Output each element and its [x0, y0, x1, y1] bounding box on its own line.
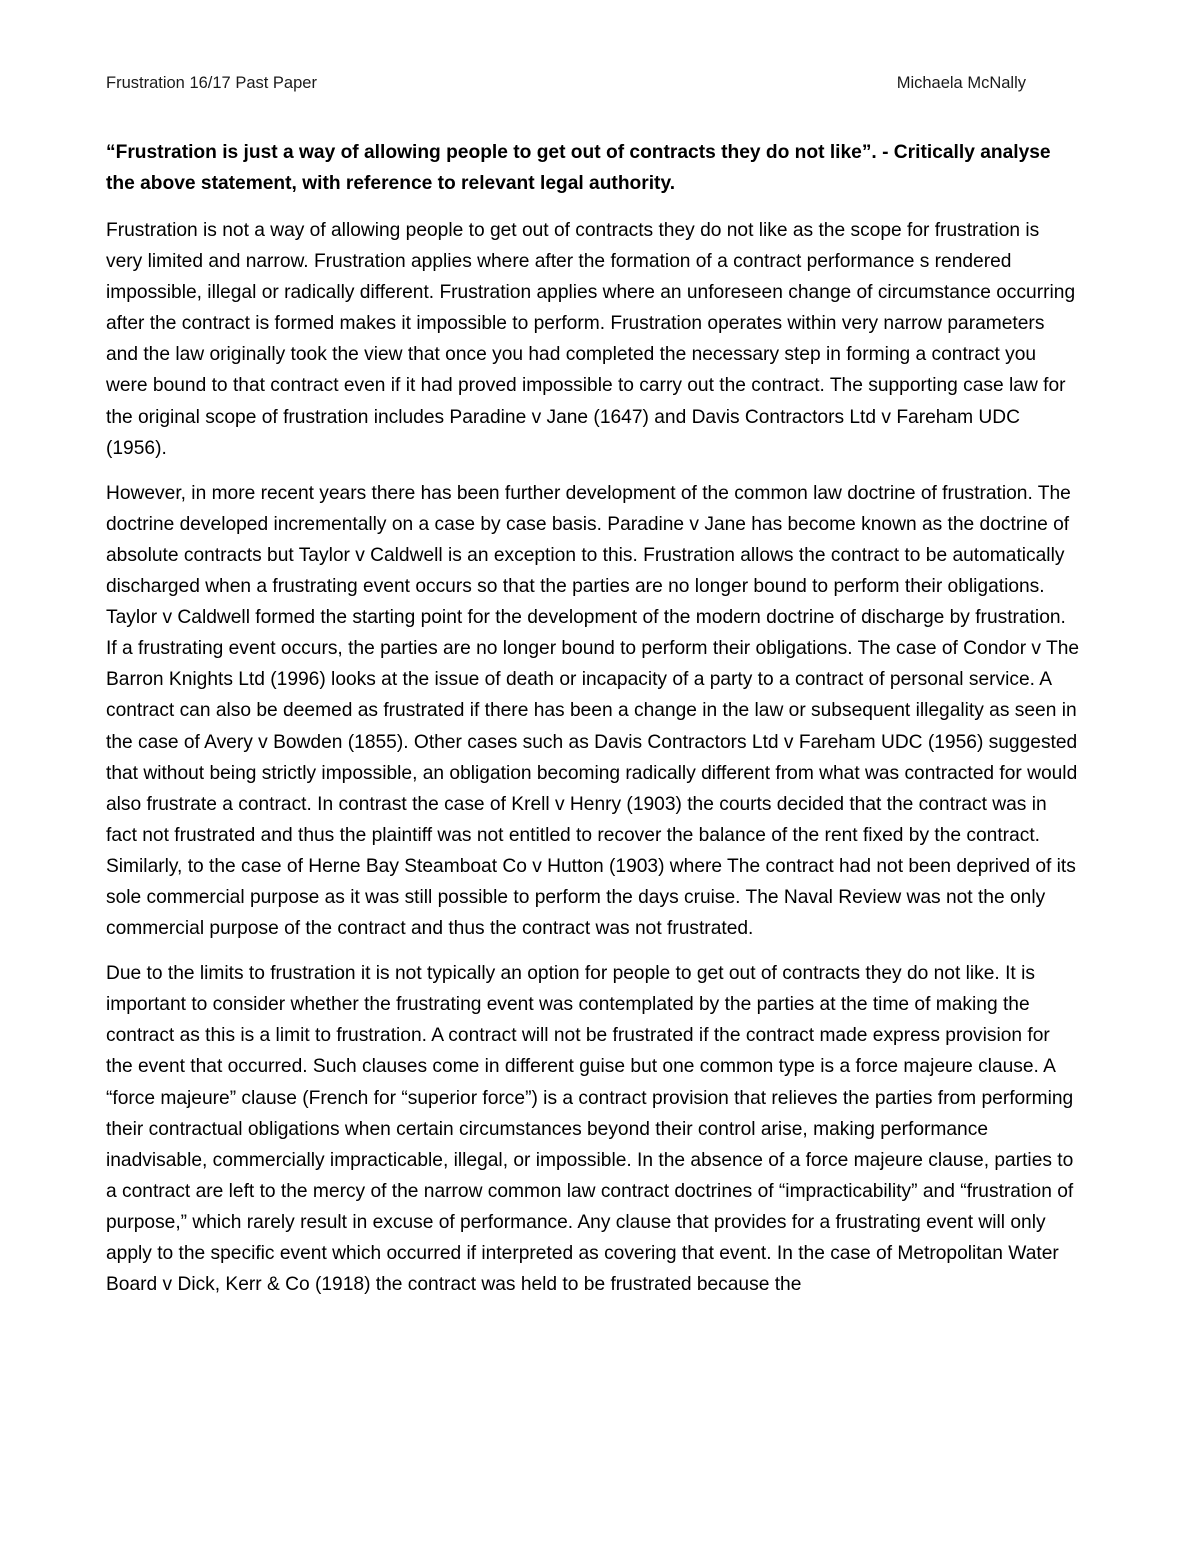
paragraph-1: Frustration is not a way of allowing people to get out of contracts they do not like as the scope for frustration is very limited and narrow. Frustration applies where after the formation of a contract performance s rendered impossible, illegal or radically different. Frustration applies where an unforeseen change of circumstance occurring after the contract is formed makes it impossible to perform. Frustration operates within very narrow parameters and the law originally took the view that once you had completed the necessary step in forming a contract you were bound to that contract even if it had proved impossible to carry out the contract. The supporting case law for the original scope of frustration includes Paradine v Jane (1647) and Davis Contractors Ltd v Fareham UDC (1956).	[106, 220, 1076, 459]
essay-question: “Frustration is just a way of allowing people to get out of contracts they do not like”. - Critically analyse the above statement, with reference to relevant legal authority.	[106, 142, 1051, 194]
paragraph-3: Due to the limits to frustration it is not typically an option for people to get out of contracts they do not like. It is important to consider whether the frustrating event was contemplated by the parties at the time of making the contract as this is a limit to frustration. A contract will not be frustrated if the contract made express provision for the event that occurred. Such clauses come in different guise but one common type is a force majeure clause. A “force majeure” clause (French for “superior force”) is a contract provision that relieves the parties from performing their contractual obligations when certain circumstances beyond their control arise, making performance inadvisable, commercially impracticable, illegal, or impossible. In the absence of a force majeure clause, parties to a contract are left to the mercy of the narrow common law contract doctrines of “impracticability” and “frustration of purpose,” which rarely result in excuse of performance. Any clause that provides for a frustrating event will only apply to the specific event which occurred if interpreted as covering that event. In the case of Metropolitan Water Board v Dick, Kerr & Co (1918) the contract was held to be frustrated because the	[106, 963, 1074, 1296]
header-author: Michaela McNally	[896, 74, 1026, 92]
page-header	[106, 74, 1080, 98]
header-title: Frustration 16/17 Past Paper	[106, 74, 317, 92]
paragraph-2: However, in more recent years there has been further development of the common law doctrine of frustration. The doctrine developed incrementally on a case by case basis. Paradine v Jane has become known as the doctrine of absolute contracts but Taylor v Caldwell is an exception to this. Frustration allows the contract to be automatically discharged when a frustrating event occurs so that the parties are no longer bound to perform their obligations. Taylor v Caldwell formed the starting point for the development of the modern doctrine of discharge by frustration. If a frustrating event occurs, the parties are no longer bound to perform their obligations. The case of Condor v The Barron Knights Ltd (1996) looks at the issue of death or incapacity of a party to a contract of personal service. A contract can also be deemed as frustrated if there has been a change in the law or subsequent illegality as seen in the case of Avery v Bowden (1855). Other cases such as Davis Contractors Ltd v Fareham UDC (1956) suggested that without being strictly impossible, an obligation becoming radically different from what was contracted for would also frustrate a contract. In contrast the case of Krell v Henry (1903) the courts decided that the contract was in fact not frustrated and thus the plaintiff was not entitled to recover the balance of the rent fixed by the contract. Similarly, to the case of Herne Bay Steamboat Co v Hutton (1903) where The contract had not been deprived of its sole commercial purpose as it was still possible to perform the days cruise. The Naval Review was not the only commercial purpose of the contract and thus the contract was not frustrated.	[106, 482, 1080, 940]
